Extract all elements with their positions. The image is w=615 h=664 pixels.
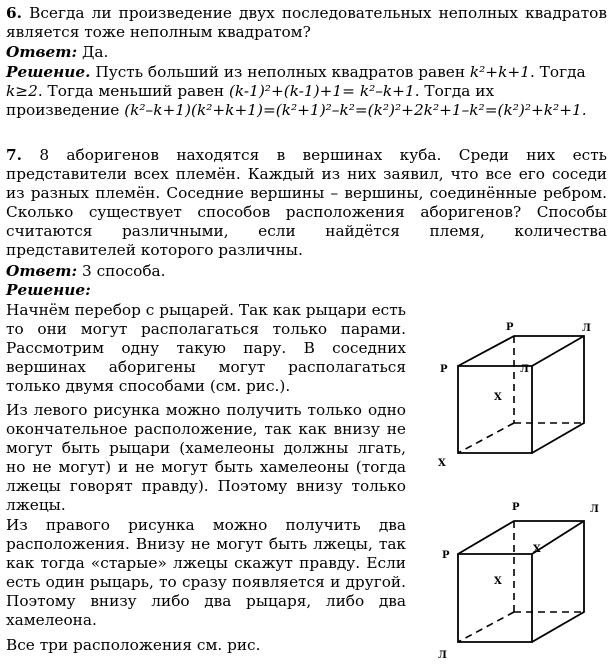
problem-6-question — [6, 4, 607, 42]
vertex-label: Х — [494, 392, 502, 403]
vertex-label: Л — [520, 364, 529, 375]
answer-value: Да. — [82, 43, 109, 61]
solution-text: . Тогда их произведение — [6, 82, 495, 119]
solution-text: . Тогда — [529, 63, 586, 81]
formula: (k-1)²+(k-1)+1= k²–k+1 — [228, 82, 415, 100]
cube-front-face — [458, 366, 532, 453]
solution-paragraph-3: Из правого рисунка можно получить два расположения. Внизу не могут быть лжецы, так как тогда «старые» лжецы скажут правду. Если есть один рыцарь, то сразу появляется и другой. Поэтому внизу либо два рыцаря, либо два хамелеона. — [6, 516, 406, 630]
vertex-label: Х — [438, 458, 446, 469]
cube-back-edges — [458, 521, 584, 642]
vertex-label: Р — [442, 550, 450, 561]
problem-6-solution — [6, 63, 607, 120]
cube-figure-right — [430, 496, 610, 662]
problem-7-text: 8 аборигенов находятся в вершинах куба. Среди них есть представители всех племён. Каждый из них заявил, что все его соседи из разных племён. Соседние вершины – вершины, соединённые ребром. Сколько существует способов расположения аборигенов? Способы считаются различными, если найдётся племя, количества представителей которого различны. — [6, 146, 607, 259]
problem-7-question — [6, 146, 607, 260]
formula: k≥2 — [6, 82, 38, 100]
problem-7-answer — [6, 262, 607, 281]
solution-label: Решение: — [6, 281, 91, 299]
vertex-label: Л — [438, 650, 447, 661]
cube-edge — [532, 336, 584, 366]
problem-6-answer — [6, 43, 607, 62]
answer-value: 3 способа. — [82, 262, 166, 280]
problem-7-solution-label — [6, 281, 607, 300]
vertex-label: Х — [533, 544, 541, 555]
problem-6-number: 6. — [6, 4, 22, 22]
problem-6-text: Всегда ли произведение двух последовательных неполных квадратов является тоже неполным квадратом? — [6, 4, 607, 41]
vertex-label: Л — [590, 504, 599, 515]
vertex-label: Р — [440, 364, 448, 375]
cube-figure-left — [430, 318, 610, 478]
vertex-label: Л — [582, 323, 591, 334]
solution-text: . Тогда меньший равен — [37, 82, 229, 100]
formula: k²+k+1 — [469, 63, 530, 81]
problem-7-number: 7. — [6, 146, 22, 164]
cube-back-edges — [458, 336, 584, 453]
vertex-label: Р — [506, 322, 514, 333]
formula: (k²–k+1)(k²+k+1)=(k²+1)²–k²=(k²)²+2k²+1–k²=(k²)²+k²+1. — [124, 101, 587, 119]
cube-hidden-edge — [458, 612, 514, 642]
solution-paragraph-4: Все три расположения см. рис. — [6, 636, 261, 654]
vertex-label: Х — [494, 576, 502, 587]
solution-label: Решение. — [6, 63, 91, 81]
solution-text: Пусть больший из неполных квадратов равен — [95, 63, 470, 81]
vertex-label: Р — [512, 502, 520, 513]
cube-hidden-edge — [458, 423, 514, 453]
solution-paragraph-2: Из левого рисунка можно получить только одно окончательное расположение, так как внизу не могут быть рыцари (хамелеоны должны лгать, но не могут) и не могут быть хамелеоны (тогда лжецы говорят правду). Поэтому внизу только лжецы. — [6, 401, 406, 515]
cube-front-face — [458, 554, 532, 642]
answer-label: Ответ: — [6, 262, 78, 280]
answer-label: Ответ: — [6, 43, 78, 61]
solution-paragraph-1: Начнём перебор с рыцарей. Так как рыцари есть то они могут располагаться только парами. Рассмотрим одну такую пару. В соседних вершинах аборигены могут располагаться только двумя способами (см. рис.). — [6, 301, 406, 396]
